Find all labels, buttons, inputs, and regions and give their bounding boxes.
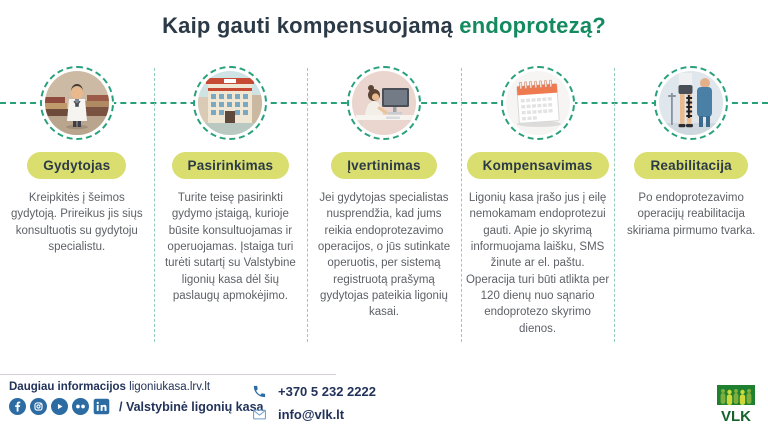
step-reabilitacija (614, 62, 768, 368)
step-pasirinkimas (154, 62, 308, 368)
calendar-photo-icon (501, 66, 575, 140)
instagram-icon[interactable] (30, 398, 47, 415)
youtube-icon[interactable] (51, 398, 68, 415)
more-info-line (9, 381, 264, 393)
phone-number[interactable]: +370 5 232 2222 (278, 384, 376, 399)
vlk-logo (714, 384, 758, 426)
hospital-building-photo-icon (193, 66, 267, 140)
doctor-figurine-photo-icon (40, 66, 114, 140)
step-label-badge: Reabilitacija (634, 152, 747, 179)
step-ivertinimas (307, 62, 461, 368)
step-kompensavimas (461, 62, 615, 368)
envelope-icon (252, 407, 267, 422)
page-title (0, 13, 768, 39)
social-row (9, 398, 264, 415)
footer-divider (0, 374, 336, 375)
steps-row (0, 62, 768, 368)
facebook-icon[interactable] (9, 398, 26, 415)
vlk-logo-text: VLK (721, 408, 751, 425)
title-highlight: endoprotezą? (459, 13, 606, 38)
website-link[interactable]: ligoniukasa.lrv.lt (129, 381, 211, 393)
step-label-badge: Įvertinimas (331, 152, 436, 179)
footer-contact-block (252, 381, 376, 427)
patient-at-computer-photo-icon (347, 66, 421, 140)
flickr-icon[interactable] (72, 398, 89, 415)
step-label-badge: Pasirinkimas (172, 152, 290, 179)
title-prefix: Kaip gauti kompensuojamą (162, 13, 453, 38)
step-label-badge: Kompensavimas (467, 152, 609, 179)
step-description: Po endoprotezavimo operacijų reabilitacija skiriama pirmumo tvarka. (626, 192, 756, 237)
step-description: Kreipkitės į šeimos gydytoją. Prireikus jis siųs konsultuotis su gydytoju specialistu. (10, 192, 143, 253)
phone-icon (252, 384, 267, 399)
email-address[interactable]: info@vlk.lt (278, 407, 345, 422)
step-gydytojas (0, 62, 154, 368)
social-handle-label: / Valstybinė ligonių kasa (119, 399, 264, 414)
footer-info-block (9, 381, 264, 415)
step-description: Jei gydytojas specialistas nusprendžia, kad jums reikia endoprotezavimo operacijos, o jūs sutinkate operuotis, per sistemą registruotą prašymą gydytojas pateikia ligonių kasai. (317, 192, 451, 319)
more-info-label: Daugiau informacijos (9, 381, 126, 393)
rehabilitation-walking-photo-icon (654, 66, 728, 140)
phone-row (252, 381, 376, 402)
step-label-badge: Gydytojas (27, 152, 126, 179)
step-description: Ligonių kasa įrašo jus į eilę nemokamam endoprotezui gauti. Apie jo skyrimą informuojama laišku, SMS žinute ar el. paštu. Operacija turi būti atlikta per 120 dienų nuo sąnario endoprotezo skyrimo dienos. (465, 192, 610, 335)
linkedin-icon[interactable] (93, 398, 110, 415)
email-row (252, 404, 376, 425)
step-description: Turite teisę pasirinkti gydymo įstaigą, kurioje būsite konsultuojamas ir operuojamas. Įstaiga turi turėti sutartį su Valstybine ligonių kasa dėl šių paslaugų apmokėjimo. (164, 192, 296, 302)
